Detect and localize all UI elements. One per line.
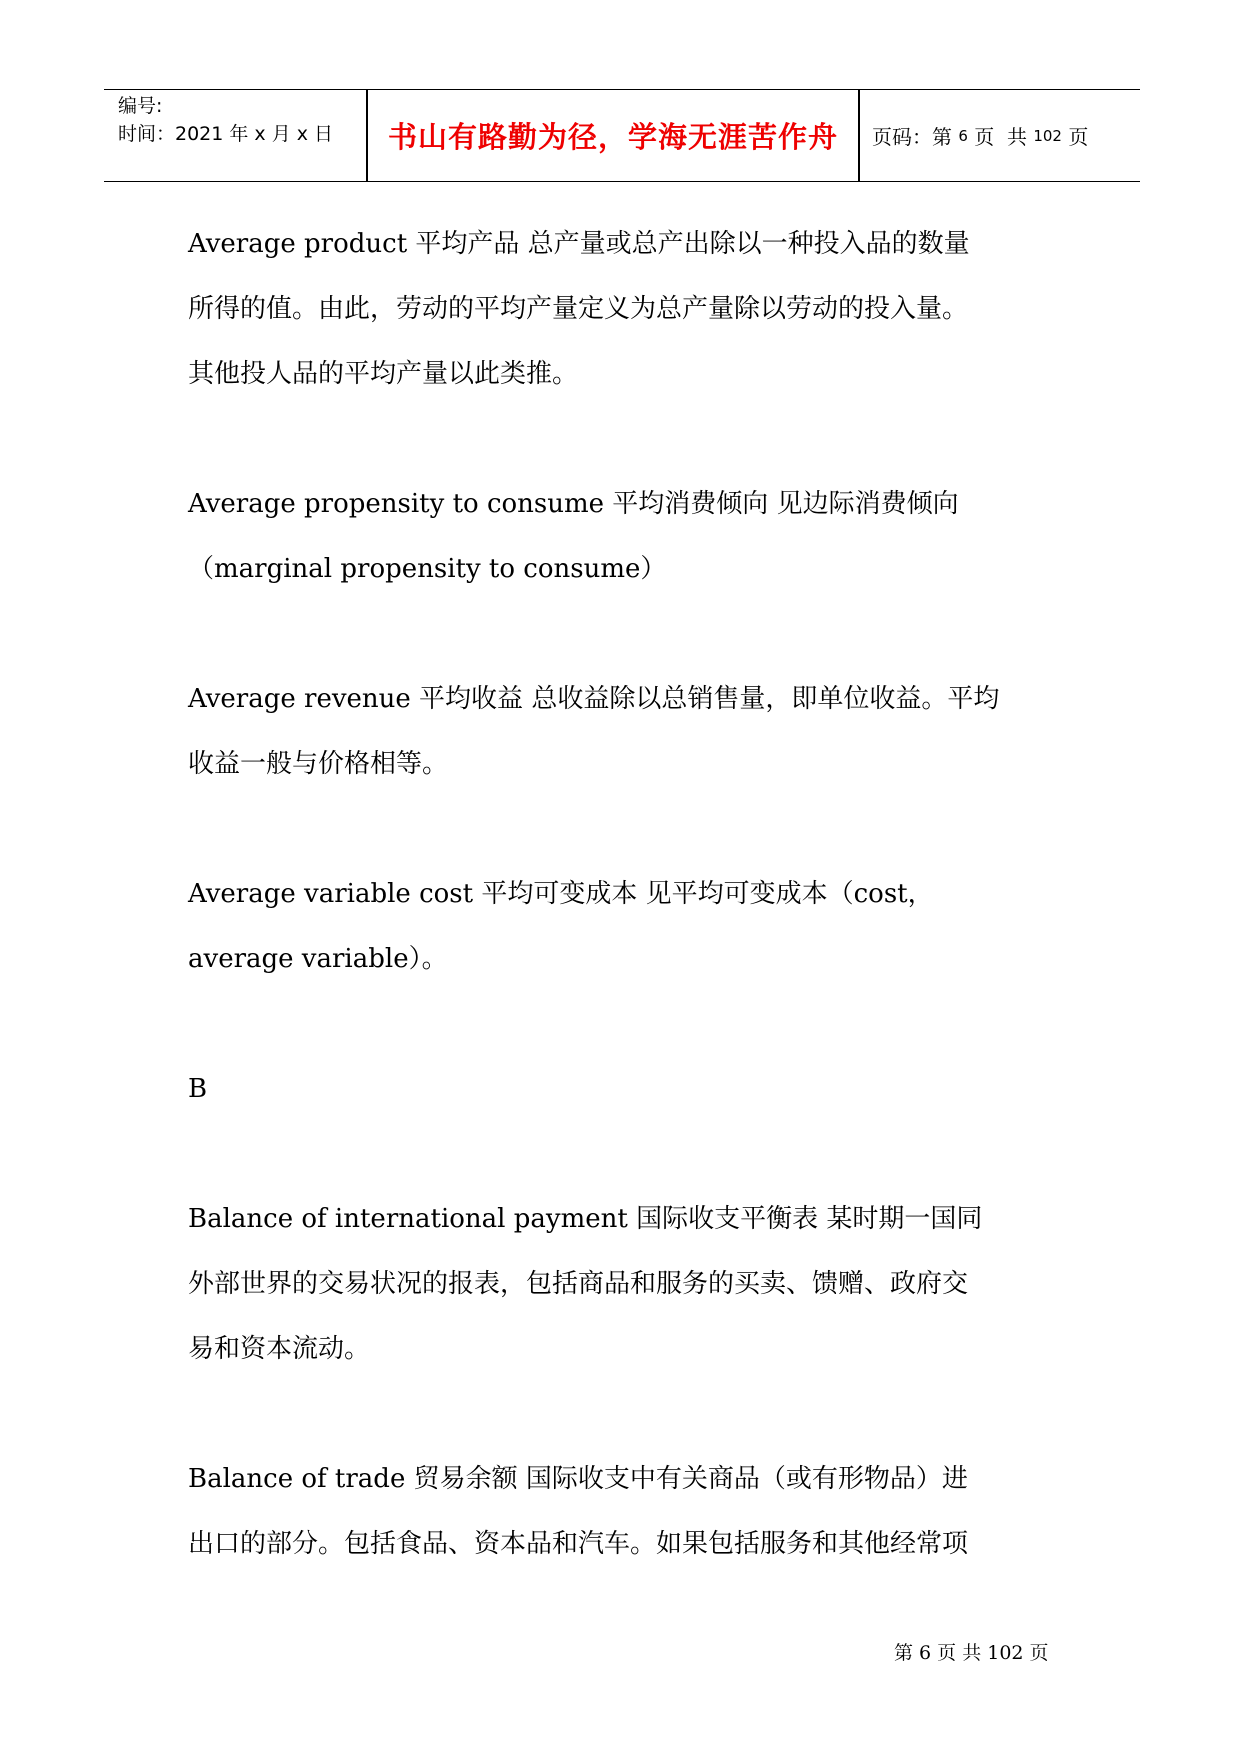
page-header: [104, 89, 1140, 182]
entry-line: Average product 平均产品 总产量或总产出除以一种投入品的数量: [188, 229, 970, 259]
entry-line: Balance of trade 贸易余额 国际收支中有关商品（或有形物品）进: [188, 1464, 968, 1494]
glossary-entry: [188, 472, 1068, 602]
glossary-entry: [188, 862, 1068, 992]
page-label-prefix: 页码：第: [872, 125, 959, 149]
glossary-entry: [188, 1187, 1068, 1382]
entry-line: 收益一般与价格相等。: [188, 749, 449, 779]
glossary-body: [188, 212, 1068, 1642]
header-meta: [118, 92, 333, 148]
entry-line: Average revenue 平均收益 总收益除以总销售量，即单位收益。平均: [188, 684, 1000, 714]
page-current: 6: [958, 126, 968, 145]
entry-line: （marginal propensity to consume）: [188, 554, 667, 584]
entry-line: 出口的部分。包括食品、资本品和汽车。如果包括服务和其他经常项: [188, 1529, 969, 1559]
section-letter-heading: [188, 1057, 1068, 1122]
document-time-label: 时间：2021 年 x 月 x 日: [118, 123, 334, 145]
entry-line: Average propensity to consume 平均消费倾向 见边际消费倾向: [188, 489, 959, 519]
glossary-entry: [188, 212, 1068, 407]
entry-line: 其他投人品的平均产量以此类推。: [188, 359, 579, 389]
entry-line: 易和资本流动。: [188, 1334, 371, 1364]
page-footer: 第 6 页 共 102 页: [894, 1642, 1049, 1664]
section-letter: B: [188, 1074, 208, 1104]
entry-line: 外部世界的交易状况的报表，包括商品和服务的买卖、馈赠、政府交: [188, 1269, 969, 1299]
header-motto: 书山有路勤为径，学海无涯苦作舟: [387, 120, 838, 154]
glossary-entry: [188, 667, 1068, 797]
entry-line: Average variable cost 平均可变成本 见平均可变成本（cost，: [188, 879, 934, 909]
glossary-entry: [188, 1447, 1068, 1577]
page-total: 102: [1033, 126, 1062, 145]
document-number-label: 编号:: [118, 95, 163, 117]
entry-line: Balance of international payment 国际收支平衡表 某时期一国同: [188, 1204, 983, 1234]
header-page-info: [872, 90, 1088, 181]
entry-line: average variable）。: [188, 944, 448, 974]
header-divider: [858, 90, 860, 181]
page-label-suffix: 页: [1061, 125, 1089, 149]
entry-line: 所得的值。由此，劳动的平均产量定义为总产量除以劳动的投入量。: [188, 294, 969, 324]
page-label-middle: 页 共: [967, 125, 1034, 149]
